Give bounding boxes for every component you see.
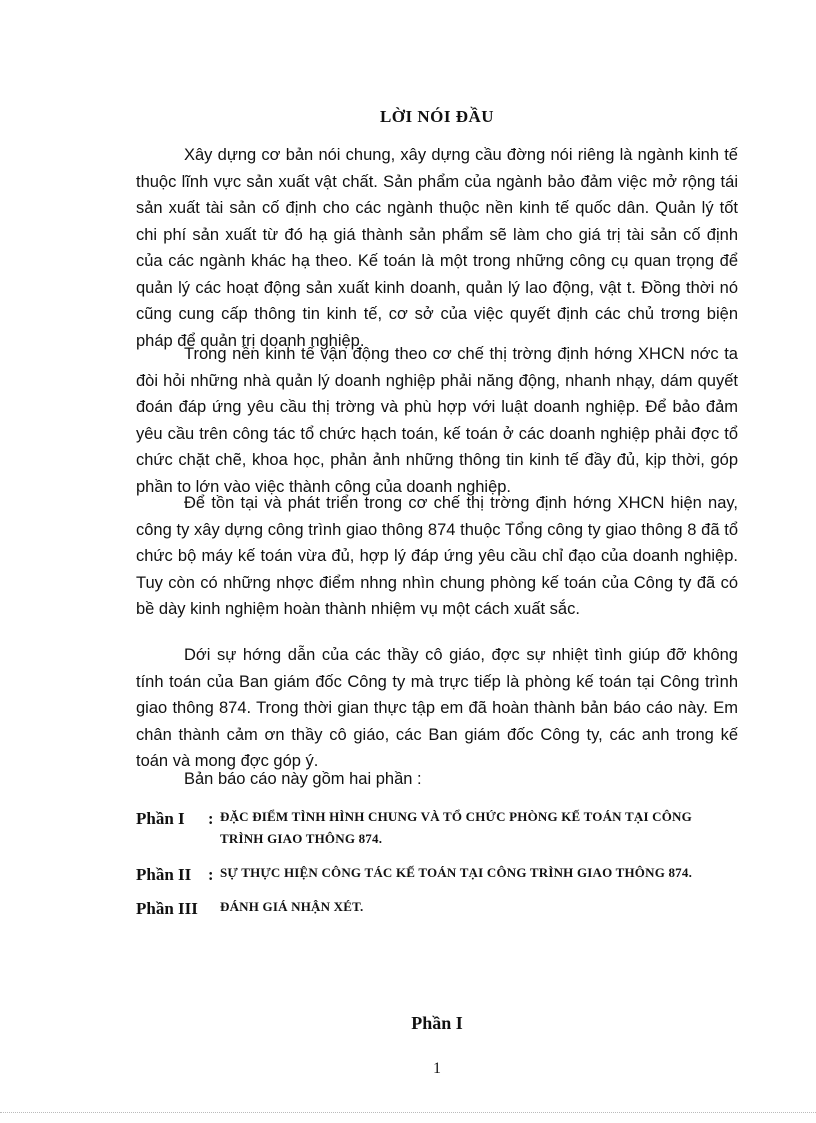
paragraph-company: Để tồn tại và phát triển trong cơ chế thị trờng định hớng XHCN hiện nay, công ty xây dựng công trình giao thông 874 thuộc Tổng công ty giao thông 8 đã tổ chức bộ máy kế toán vừa đủ, hợp lý đáp ứng yêu cầu chỉ đạo của doanh nghiệp. Tuy còn có những nhợc điểm nhng nhìn chung phòng kế toán của Công ty đã có bề dày kinh nghiệm hoàn thành nhiệm vụ một cách xuất sắc. <box>136 494 738 618</box>
part-item <box>136 862 738 889</box>
part-label: Phần III <box>136 899 198 918</box>
page-number: 1 <box>433 1060 441 1077</box>
part-colon: : <box>208 865 214 884</box>
part-colon: : <box>208 809 214 828</box>
paragraph-market: Trong nền kinh tế vận động theo cơ chế thị trờng định hớng XHCN nớc ta đòi hỏi những nhà quản lý doanh nghiệp phải năng động, nhanh nhạy, dám quyết đoán đáp ứng yêu cầu thị trờng và phù hợp với luật doanh nghiệp. Để bảo đảm yêu cầu trên công tác tổ chức hạch toán, kế toán ở các doanh nghiệp phải đợc tổ chức chặt chẽ, khoa học, phản ảnh những thông tin kinh tế đầy đủ, kịp thời, góp phần to lớn vào việc thành công của doanh nghiệp. <box>136 345 738 496</box>
part-text: SỰ THỰC HIỆN CÔNG TÁC KẾ TOÁN TẠI CÔNG TRÌNH GIAO THÔNG 874. <box>220 865 693 880</box>
page-bottom-divider <box>0 1112 816 1113</box>
part-colon <box>208 896 220 923</box>
page-title: LỜI NÓI ĐẦU <box>379 107 495 126</box>
next-part-heading: Phần I <box>411 1013 463 1033</box>
part-label: Phần II <box>136 865 192 884</box>
paragraph-structure: Bản báo cáo này gồm hai phần : <box>184 770 422 788</box>
part-label: Phần I <box>136 809 185 828</box>
paragraph-thanks: Dới sự hớng dẫn của các thầy cô giáo, đợc sự nhiệt tình giúp đỡ không tính toán của Ban giám đốc Công ty mà trực tiếp là phòng kế toán tại Công trình giao thông 874. Trong thời gian thực tập em đã hoàn thành bản báo cáo này. Em chân thành cảm ơn thầy cô giáo, các Ban giám đốc Công ty, các anh trong kế toán và mong đợc góp ý. <box>136 646 738 770</box>
part-item <box>136 806 738 850</box>
part-text: ĐẶC ĐIỂM TÌNH HÌNH CHUNG VÀ TỔ CHỨC PHÒNG KẾ TOÁN TẠI CÔNG TRÌNH GIAO THÔNG 874. <box>220 809 692 846</box>
paragraph-intro: Xây dựng cơ bản nói chung, xây dựng cầu đờng nói riêng là ngành kinh tế thuộc lĩnh vực sản xuất vật chất. Sản phẩm của ngành bảo đảm việc mở rộng tái sản xuất tài sản cố định cho các ngành thuộc nền kinh tế quốc dân. Quản lý tốt chi phí sản xuất từ đó hạ giá thành sản phẩm sẽ làm cho giá trị tài sản cố định của các ngành khác hạ theo. Kế toán là một trong những công cụ quan trọng để quản lý các hoạt động sản xuất kinh doanh, quản lý lao động, vật t. Đồng thời nó cũng cung cấp thông tin kinh tế, cơ sở của việc quyết định các chủ trơng biện pháp để quản trị doanh nghiệp. <box>136 146 738 350</box>
part-text: ĐÁNH GIÁ NHẬN XÉT. <box>220 899 364 914</box>
part-item <box>136 896 738 923</box>
